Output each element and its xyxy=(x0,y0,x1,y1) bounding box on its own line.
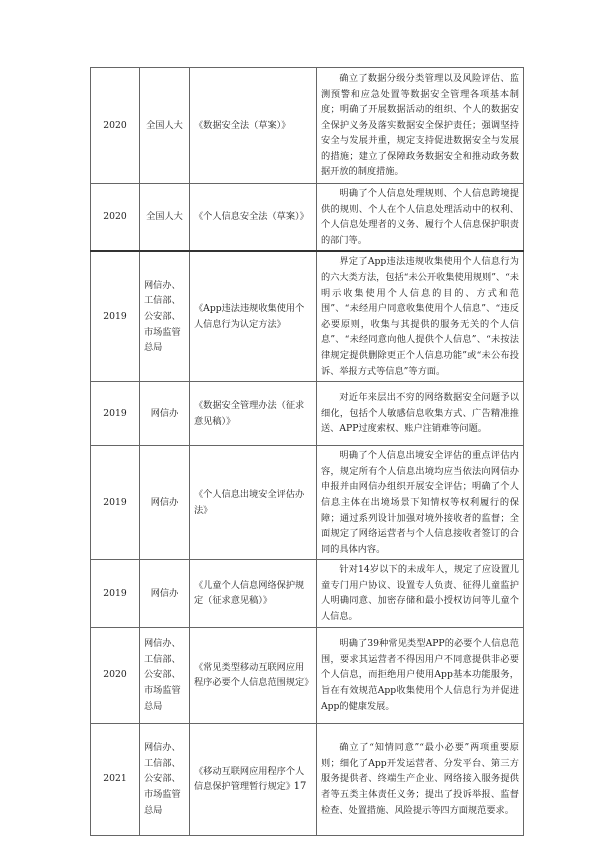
year-cell: 2021 xyxy=(91,723,140,835)
description-text: 确立了“知情同意”“最小必要”两项重要原则；细化了App开发运营者、分发平台、第三方服务提供者、终端生产企业、网络接入服务提供者等五类主体责任义务；提出了投诉举报、监督检查、处置措施、风险提示等四方面规范要求。 xyxy=(321,742,519,816)
org-cell: 全国人大 xyxy=(140,184,190,252)
description-cell xyxy=(317,68,524,184)
description-cell xyxy=(317,560,524,627)
description-text: 界定了App违法违规收集使用个人信息行为的六大类方法，包括“未公开收集使用规则”、“未明示收集使用个人信息的目的、方式和范围”、“未经用户同意收集使用个人信息”、“违反必要原则，收集与其提供的服务无关的个人信息”、“未经同意向他人提供个人信息”、“未按法律规定提供删除更正个人信息功能”或“未公布投诉、举报方式等信息”等方面。 xyxy=(321,256,519,377)
org-cell: 网信办 xyxy=(140,560,190,627)
org-cell: 全国人大 xyxy=(140,68,190,184)
description-cell xyxy=(317,251,524,381)
table-row xyxy=(91,560,524,627)
description-text: 对近年来层出不穷的网络数据安全问题予以细化，包括个人敏感信息收集方式、广告精准推送、APP过度索权、账户注销难等问题。 xyxy=(321,392,519,435)
year-cell: 2019 xyxy=(91,251,140,381)
description-text: 确立了数据分级分类管理以及风险评估、监测预警和应急处置等数据安全管理各项基本制度；明确了开展数据活动的组织、个人的数据安全保护义务及落实数据安全保护责任；强调坚持安全与发展并重，规定支持促进数据安全与发展的措施；建立了保障政务数据安全和推动政务数据开放的制度措施。 xyxy=(321,72,519,178)
year-cell: 2020 xyxy=(91,627,140,723)
description-cell xyxy=(317,446,524,560)
regulation-name-cell: 《移动互联网应用程序个人信息保护管理暂行规定》 xyxy=(190,723,317,835)
table-row xyxy=(91,184,524,252)
table-row xyxy=(91,446,524,560)
table-row xyxy=(91,627,524,723)
page-number: 17 xyxy=(293,781,307,792)
description-text: 明确了个人信息出境安全评估的重点评估内容，规定所有个人信息出境均应当依法向网信办申报并由网信办组织开展安全评估；明确了个人信息主体在出境场景下知情权等权利履行的保障；通过系列设计加强对境外接收者的监督；全面规定了网络运营者与个人信息接收者签订的合同的具体内容。 xyxy=(321,450,519,555)
table-row xyxy=(91,723,524,835)
regulation-name-cell: 《个人信息出境安全评估办法》 xyxy=(190,446,317,560)
regulation-name-cell: 《儿童个人信息网络保护规定（征求意见稿）》 xyxy=(190,560,317,627)
description-cell xyxy=(317,627,524,723)
org-cell: 网信办、工信部、公安部、市场监管总局 xyxy=(140,627,190,723)
description-text: 明确了39种常见类型APP的必要个人信息范围，要求其运营者不得因用户不同意提供非必要个人信息，而拒绝用户使用App基本功能服务，旨在有效规范App收集使用个人信息行为并促进App的健康发展。 xyxy=(321,638,519,712)
regulation-name-cell: 《App违法违规收集使用个人信息行为认定方法》 xyxy=(190,251,317,381)
year-cell: 2019 xyxy=(91,560,140,627)
description-text: 针对14岁以下的未成年人，规定了应设置儿童专门用户协议、设置专人负责、征得儿童监护人明确同意、加密存储和最小授权访问等儿童个人信息。 xyxy=(321,564,519,623)
regulation-name-cell: 《常见类型移动互联网应用程序必要个人信息范围规定》 xyxy=(190,627,317,723)
regulation-name-cell: 《数据安全法（草案）》 xyxy=(190,68,317,184)
description-text: 明确了个人信息处理规则、个人信息跨境提供的规则、个人在个人信息处理活动中的权利、个人信息处理者的义务、履行个人信息保护职责的部门等。 xyxy=(321,188,519,246)
year-cell: 2020 xyxy=(91,184,140,252)
description-cell xyxy=(317,723,524,835)
policy-table xyxy=(90,67,524,836)
table-row xyxy=(91,68,524,184)
org-cell: 网信办、工信部、公安部、市场监管总局 xyxy=(140,723,190,835)
org-cell: 网信办 xyxy=(140,446,190,560)
description-cell xyxy=(317,184,524,252)
org-cell: 网信办 xyxy=(140,382,190,446)
year-cell: 2019 xyxy=(91,382,140,446)
year-cell: 2019 xyxy=(91,446,140,560)
table-row xyxy=(91,251,524,381)
table-row xyxy=(91,382,524,446)
org-cell: 网信办、工信部、公安部、市场监管总局 xyxy=(140,251,190,381)
year-cell: 2020 xyxy=(91,68,140,184)
regulation-name-cell: 《数据安全管理办法（征求意见稿）》 xyxy=(190,382,317,446)
regulation-name-cell: 《个人信息安全法（草案）》 xyxy=(190,184,317,252)
description-cell xyxy=(317,382,524,446)
